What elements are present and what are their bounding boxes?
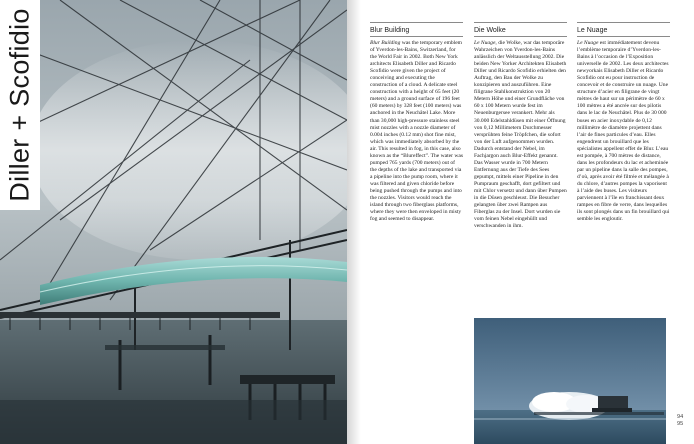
page-number-left: 94 [677,414,684,420]
column-heading-french: Le Nuage [577,23,670,37]
column-body-english [370,40,463,223]
column-english [370,22,463,223]
gutter-shadow [347,0,361,444]
column-heading-german: Die Wolke [474,23,567,37]
cloud-photo [474,318,666,444]
lead-french: Le Nuage [577,40,599,46]
column-french [577,22,670,223]
column-body-german [474,40,567,230]
lead-english: Blur Building [370,40,401,46]
column-body-french [577,40,670,223]
title-band [0,0,40,210]
column-german [474,22,567,230]
lead-german: Le Nuage [474,40,496,46]
chapter-title: Diller + Scofidio [4,8,35,202]
page-number-right: 95 [677,421,684,427]
page-numbers [677,414,683,428]
text-english: was the temporary emblem of Yverdon-les-Bains, Switzerland, for the World Fair in 2002. Both New York architects Elisabeth Diller and Ricardo Scofidio were given the project of conceiving and executing the construction of a cloud. A delicate steel construction with a height of 65 feet (20 meters) and a ground surface of 196 feet (60 meters) by 328 feet (100 meters) was anchored in the Neuchâtel Lake. More than 30,000 high-pressure stainless steel mist nozzles with a nozzle diameter of 0.004 inches (0.12 mm) shot fine mist, which was immediately absorbed by the air. This resulted in fog, in this case, also known as the “Blureffect”. The water was pumped 765 yards (700 meters) out of the depths of the lake and transported via a pipeline into the pump room, where it was filtered and given chloride before being pushed through the pumps and into the nozzles. Visitors would reach the island through two fiberglass platforms, where they were then enveloped in misty fog and seemed to disappear. [370,40,463,223]
text-french: est immédiatement devenu l’emblème temporaire d’Yverdon-les-Bains à l’occasion de l’Exposition universelle de 2002. Les deux architectes newyorkais Elisabeth Diller et Ricardo Scofidio ont eu pour instruction de concevoir et de construire un nuage. Une structure d’acier en filigrane de vingt mètres de haut sur un périmètre de 60 x 100 mètres a été ancrée sur des pilotis dans le lac de Neuchâtel. Plus de 30 000 buses en acier inoxydable de 0,12 millimètre de diamètre projettent dans l’air de fines particules d’eau. Elles engendrent un brouillard que les spécialistes appellent effet de Blur. L’eau est pompée, à 700 mètres de distance, dans les profondeurs du lac et acheminée par un pipeline dans la salle des pompes, d’où, après avoir été filtrée et mélangée à du chlore, d’autres pompes la vaporisent à l’aide des buses. Les visiteurs parviennent à l’île en franchissant deux rampes en fibre de verre, dans lesquelles ils sont plongés dans un fin brouillard qui semble les engloutir. [577,40,670,223]
text-german: , die Wolke, war das temporäre Wahrzeichen von Yverdon-les-Bains anlässlich der Weltausstellung 2002. Die beiden New Yorker Architekten Elisabeth Diller und Ricardo Scofidio erhielten den Auftrag, den Bau der Wolke zu konzipieren und auszuführen. Eine filigrane Stahlkonstruktion von 20 Metern Höhe und einer Grundfläche von 60 x 100 Metern wurde fest im Neuenburgersee verankert. Mehr als 30.000 Edelstahldüsen mit einer Öffnung von 0,12 Millimetern Durchmesser versprühten feine Tröpfchen, die sofort von der Luft aufgenommen wurden. Dadurch entstand der Nebel, im Fachjargon auch Blur-Effekt genannt. Das Wasser wurde in 700 Metern Entfernung aus der Tiefe des Sees gepumpt, mittels einer Pipeline in den Pumpraum geschafft, dort gefiltert und mit Chlor versetzt und dann über Pumpen in die Düsen geschleust. Die Besucher gelangten über zwei Rampen aus Fiberglas zu der Insel. Dort wurden sie vom feinen Nebel eingehüllt und verschwanden in ihm. [474,40,567,230]
column-heading-english: Blur Building [370,23,463,37]
